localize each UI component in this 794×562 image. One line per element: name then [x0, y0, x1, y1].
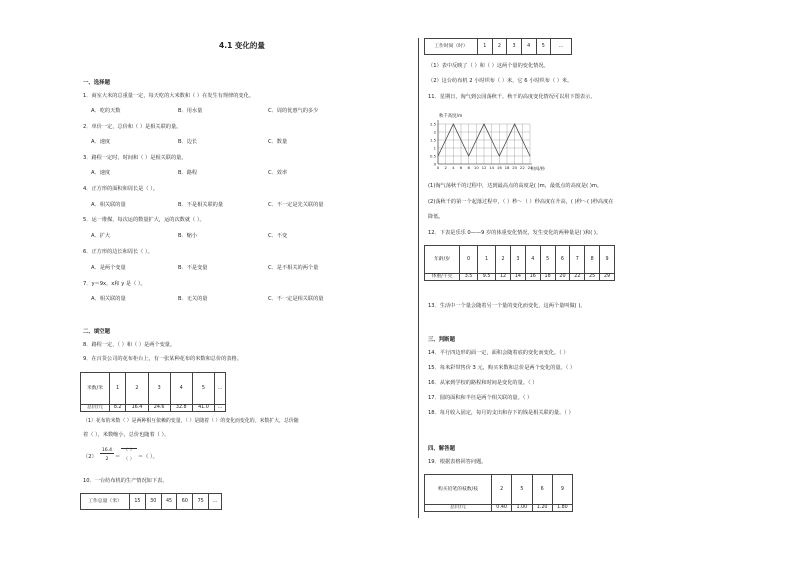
table-cell: 15	[130, 494, 146, 510]
table-cell: 5	[536, 39, 551, 55]
q6-option-a: A．是两个变量	[91, 265, 126, 271]
chart-y-tick-label: 1	[433, 145, 436, 151]
q7-option-b: B．无关的量	[178, 296, 208, 302]
q2-option-c: C．数量	[268, 139, 288, 145]
table-row	[81, 494, 222, 510]
question-17: 17．圆的面积和半径是两个相关联的量。（ ）	[428, 395, 533, 401]
section-answer-heading: 四、解答题	[428, 446, 455, 452]
table-cell: 1	[478, 39, 493, 55]
table-cell: 3	[507, 39, 522, 55]
table-cell: 24.6	[148, 405, 170, 412]
question-7: 7．y＝9x，x和 y 是（ ）。	[83, 281, 146, 287]
table-cell: 购买铅笔的枝数/枝	[425, 475, 492, 505]
question-10-part2: （2）这台纺布机 2 小时织布（ ）米，它 6 小时织布（ ）米。	[428, 78, 573, 84]
table-cell: 5	[540, 246, 555, 274]
table-cell: 22	[570, 274, 585, 281]
table-cell: 8	[585, 246, 600, 274]
chart-x-tick-label: 20	[512, 165, 518, 170]
table-cell: 7	[570, 246, 585, 274]
table-cell: 3	[510, 246, 525, 274]
fraction-numerator-blank-text: （ ）	[123, 448, 135, 453]
fraction-numerator: 16.4	[101, 448, 113, 453]
table-cell: 16	[525, 274, 540, 281]
chart-x-axis-label: 时间/秒	[531, 166, 545, 171]
table-cell: 工作总量（米）	[81, 494, 130, 510]
question-19: 19．根据表格回答问题。	[428, 459, 487, 465]
table-cell: 25	[585, 274, 600, 281]
table-cell: 3	[148, 373, 170, 405]
chart-x-tick-label: 16	[496, 165, 502, 170]
question-10-part1: （1）表中反映了（ ）和（ ）这两个量的变化情况。	[428, 63, 549, 69]
table-row	[425, 246, 615, 274]
chart-y-tick-label: 1.5	[429, 137, 436, 143]
chart-x-tick-label: 10	[473, 165, 479, 170]
table-cell: 0.40	[492, 505, 512, 512]
q3-option-c: C．效率	[268, 170, 288, 176]
question-1: 1．商室大米的总重量一定，每天吃的大米数和（ ）在发生有规律的变化。	[83, 93, 254, 99]
question-3: 3．路程一定时，时间和（ ）是相关联的量。	[83, 155, 187, 161]
table-cell: 体重/千克	[425, 274, 460, 281]
table-row	[81, 405, 226, 412]
question-8: 8．路程一定，（ ）和（ ）是两个变量。	[83, 342, 176, 348]
q1-option-a: A．吃的天数	[91, 108, 121, 114]
question-10: 10．一台纺布机的生产情况如下表。	[83, 478, 168, 484]
q4-option-a: A．相关联的量	[91, 202, 126, 208]
q6-option-c: C．是不相关的两个量	[268, 265, 319, 271]
table-q10-work-amount	[80, 493, 222, 510]
swing-height-chart	[424, 108, 554, 174]
table-cell: 3.5	[460, 274, 478, 281]
table-cell: 1.00	[512, 505, 532, 512]
chart-data-point	[522, 140, 523, 141]
q7-option-c: C．不一定是相关联的量	[268, 296, 324, 302]
question-13: 13．生活中一个量会随着另一个量的变化而变化，这两个量叫做( )。	[428, 303, 586, 309]
chart-y-tick-label: 0.5	[429, 153, 436, 159]
table-cell: 4	[521, 39, 536, 55]
q3-option-b: B．路程	[178, 170, 198, 176]
table-cell: 年龄/岁	[425, 246, 460, 274]
section-choice-heading: 一、选择题	[83, 80, 110, 86]
chart-x-tick-label: 24	[527, 165, 533, 170]
question-18: 18．每月收入固定，每月的支出和存下的钱是相关联的量。（ ）	[428, 410, 574, 416]
table-cell: 30	[145, 494, 161, 510]
table-cell: 20	[555, 274, 570, 281]
table-row	[81, 373, 226, 405]
chart-data-point	[438, 156, 439, 157]
chart-y-axis-label: 秋千高度/m	[439, 114, 463, 119]
table-cell: 75	[193, 494, 209, 510]
table-cell: 8.2	[110, 405, 126, 412]
question-12: 12．下表是乐乐 0——9 岁的体重变化情况，发生变化的两种量是( )和( )。	[428, 230, 602, 236]
table-q19	[424, 474, 573, 512]
chart-data-point	[507, 140, 508, 141]
question-16: 16．从家到学校的路程和时间是变化的量。（ ）	[428, 380, 538, 386]
chart-x-tick-label: 0	[436, 165, 440, 170]
table-cell: 6	[532, 475, 552, 505]
table-cell: 米数/米	[81, 373, 110, 405]
table-cell: 5	[512, 475, 532, 505]
chart-x-tick-label: 8	[467, 165, 470, 170]
table-cell: 总价/元	[81, 405, 110, 412]
table-row	[425, 39, 572, 55]
chart-data-point	[499, 156, 500, 157]
q7-option-a: A．相关联的量	[91, 296, 126, 302]
fraction-denominator-blank: （ ）	[123, 457, 135, 462]
chart-y-ticks	[430, 121, 437, 166]
table-cell: 0	[460, 246, 478, 274]
chart-y-tick-label: 0	[433, 161, 436, 167]
question-4: 4．正方形的面积和周长是（ ）。	[83, 186, 158, 192]
chart-data-point	[530, 156, 531, 157]
chart-y-tick-label: 2.5	[429, 121, 436, 127]
table-cell: 5	[192, 373, 214, 405]
table-cell: 2	[492, 39, 507, 55]
question-9-part2-end: ＝（ ）。	[138, 454, 158, 460]
equals-sign: ＝	[115, 454, 121, 460]
question-11-part2-line2: 降低。	[428, 214, 444, 220]
question-11: 11．星期日，淘气到公园荡秋千。秋千的高度变化情况可以用下图表示。	[428, 94, 596, 100]
q2-option-a: A．速度	[91, 139, 111, 145]
chart-x-tick-label: 18	[504, 165, 510, 170]
table-cell: …	[215, 405, 226, 412]
chart-x-tick-label: 2	[444, 165, 447, 170]
question-9: 9．在百货公司的花布柜台上，有一张某种花布的米数和总价的表格。	[83, 356, 242, 362]
table-cell: 1	[110, 373, 126, 405]
q6-option-b: B．不是变量	[178, 265, 208, 271]
chart-y-tick-label: 2	[433, 129, 436, 135]
table-cell: …	[215, 373, 226, 405]
table-cell: 9	[600, 246, 615, 274]
chart-x-tick-label: 22	[519, 165, 525, 170]
chart-data-point	[453, 124, 454, 125]
table-cell: 41.0	[192, 405, 214, 412]
table-cell: 1.80	[552, 505, 572, 512]
table-cell: 2	[496, 246, 511, 274]
question-6: 6．正方形的边长和周长（ ）。	[83, 249, 153, 255]
table-cell: 45	[161, 494, 177, 510]
table-cell: 2	[492, 475, 512, 505]
table-cell: 6	[555, 246, 570, 274]
chart-x-tick-label: 14	[489, 165, 495, 170]
q3-option-a: A．速度	[91, 170, 111, 176]
q1-option-c: C．周的优惠气的多少	[268, 108, 319, 114]
table-q12	[424, 245, 615, 281]
table-cell: 工作时间（时）	[425, 39, 478, 55]
question-9-part2-label: （2）	[83, 454, 97, 460]
chart-data-point	[514, 124, 515, 125]
chart-data-point	[461, 140, 462, 141]
q2-option-b: B．边长	[178, 139, 198, 145]
chart-x-ticks	[437, 165, 533, 170]
question-11-part2-line1: (2)荡秋千的第一个起落过程中，（ ）秒～（ ）秒高度在升高，( )秒～( )秒高度在	[428, 199, 614, 205]
section-fill-heading: 二、填空题	[83, 329, 110, 335]
question-5: 5．运一堆煤，每次运的数量扩大，运的次数就（ ）。	[83, 217, 205, 223]
section-judge-heading: 三、判断题	[428, 337, 455, 343]
table-cell: 1.20	[532, 505, 552, 512]
table-cell: 14	[510, 274, 525, 281]
chart-x-tick-label: 4	[452, 165, 455, 170]
table-cell: 29	[600, 274, 615, 281]
fraction-denominator: 2	[105, 457, 109, 462]
q4-option-b: B．不是相关联的量	[178, 202, 224, 208]
question-9-part1-line2: 着（ ），米数缩小，总价也随着（ ）。	[83, 432, 170, 438]
table-cell: 4	[170, 373, 192, 405]
q5-option-a: A．扩大	[91, 233, 111, 239]
table-cell: 60	[177, 494, 193, 510]
chart-data-point	[445, 140, 446, 141]
table-row	[425, 505, 573, 512]
question-2: 2．单价一定，总价和（ ）是相关联的量。	[83, 124, 182, 130]
page-title: 4.1 变化的量	[219, 41, 265, 50]
table-cell: 总价/元	[425, 505, 492, 512]
table-cell: 18	[540, 274, 555, 281]
question-9-part1-line1: （1）花布的米数（ ）是两种相互依赖的变量，（ ）是随着（ ）的变化而变化的。米数扩大，总价随	[83, 418, 299, 424]
chart-data-point	[468, 156, 469, 157]
table-q9	[80, 372, 226, 412]
chart-x-tick-label: 6	[459, 165, 463, 170]
table-cell: 2	[126, 373, 148, 405]
chart-x-tick-label: 12	[481, 165, 487, 170]
table-row	[425, 274, 615, 281]
table-cell: 16.4	[126, 405, 148, 412]
table-cell: …	[551, 39, 572, 55]
q4-option-c: C．不一定是先关联的量	[268, 202, 324, 208]
table-cell: 1	[478, 246, 496, 274]
q5-option-b: B．缩小	[178, 233, 198, 239]
chart-data-point	[476, 140, 477, 141]
table-cell: 4	[525, 246, 540, 274]
table-cell: 32.8	[170, 405, 192, 412]
page-divider	[418, 38, 419, 518]
table-cell: 9.5	[478, 274, 496, 281]
table-cell: 9	[552, 475, 572, 505]
q1-option-b: B．用水量	[178, 108, 203, 114]
table-cell: 12	[496, 274, 511, 281]
table-cell: …	[209, 494, 222, 510]
table-q10-work-time	[424, 38, 572, 55]
question-15: 15．每米彩带售价 3 元，购买米数和总价是两个变化的量。（ ）	[428, 365, 576, 371]
q5-option-c: C．不变	[268, 233, 288, 239]
question-14: 14．平行四边形的面一定，面积会随着底的变化而变化。（ ）	[428, 350, 569, 356]
table-row	[425, 475, 573, 505]
question-11-part1: (1)淘气荡秋千的过程中，达到最高点的高度是( )m，最低点的高度是( )m。	[428, 183, 603, 189]
chart-data-point	[491, 140, 492, 141]
chart-data-point	[484, 124, 485, 125]
